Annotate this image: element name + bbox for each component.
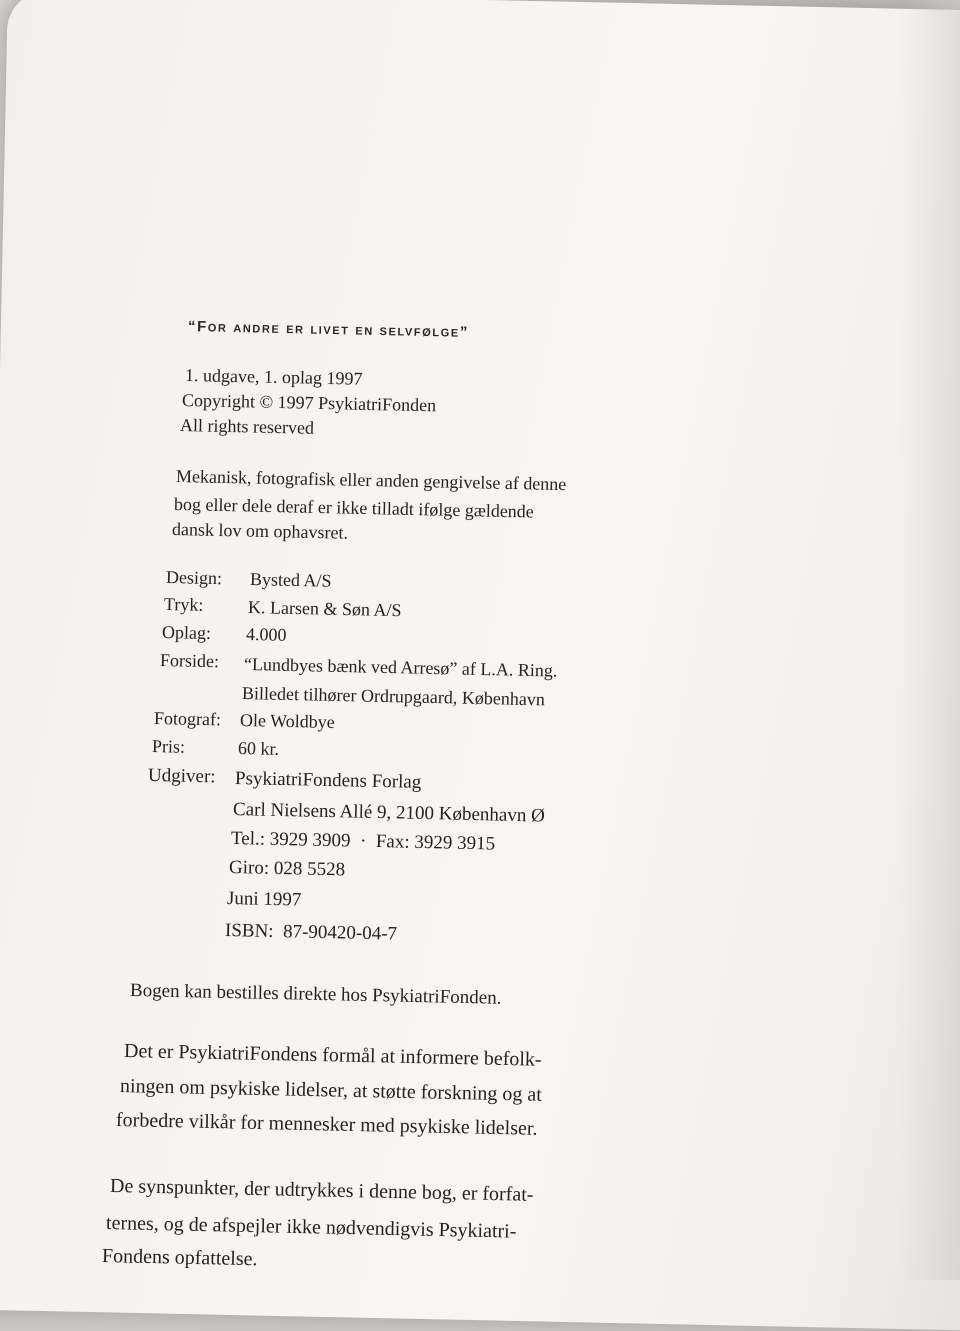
purpose-line: ningen om psykiske lidelser, at støtte forskning og at [119,1075,543,1106]
rights-line: All rights reserved [179,415,315,438]
fotograf-value: Ole Woldbye [239,710,335,732]
udgiver-label: Udgiver: [147,765,216,788]
disclaimer-line: Fondens opfattelse. [101,1245,258,1271]
pris-value: 60 kr. [237,738,280,759]
edition-line: 1. udgave, 1. oplag 1997 [184,365,363,389]
pris-label: Pris: [151,736,186,757]
oplag-label: Oplag: [161,622,212,644]
legal-line: Mekanisk, fotografisk eller anden gengivelse af denne [175,466,567,495]
forside-value: Billedet tilhører Ordrupgaard, København [241,683,546,710]
tryk-value: K. Larsen & Søn A/S [247,597,402,621]
tryk-label: Tryk: [163,594,204,615]
forside-value: “Lundbyes bænk ved Arresø” af L.A. Ring. [243,654,558,681]
design-value: Bysted A/S [249,569,332,591]
disclaimer-line: De synspunkter, der udtrykkes i denne bog, er forfat- [109,1175,534,1206]
design-label: Design: [165,567,223,589]
udgiver-phone-fax: Tel.: 3929 3909 · Fax: 3929 3915 [230,828,496,855]
book-title: “For andre er livet en selvfølge” [187,318,470,341]
legal-line: dansk lov om ophavsret. [171,519,349,543]
publication-date: Juni 1997 [226,888,302,911]
forside-label: Forside: [159,650,220,672]
disclaimer-line: ternes, og de afspejler ikke nødvendigvis Psykiatri- [105,1212,517,1243]
udgiver-address: Carl Nielsens Allé 9, 2100 København Ø [232,799,546,827]
copyright-line: Copyright © 1997 PsykiatriFonden [181,390,437,416]
page-shadow [900,0,960,1280]
purpose-line: forbedre vilkår for mennesker med psykiske lidelser. [115,1109,538,1140]
udgiver-giro: Giro: 028 5528 [228,857,346,881]
purpose-line: Det er PsykiatriFondens formål at informere befolk- [123,1040,542,1071]
oplag-value: 4.000 [245,624,287,645]
isbn: ISBN: 87-90420-04-7 [224,920,398,945]
legal-line: bog eller dele deraf er ikke tilladt ifølge gældende [173,494,535,522]
udgiver-value: PsykiatriFondens Forlag [234,768,422,793]
order-note: Bogen kan bestilles direkte hos PsykiatriFonden. [129,980,502,1009]
fotograf-label: Fotograf: [153,708,222,730]
